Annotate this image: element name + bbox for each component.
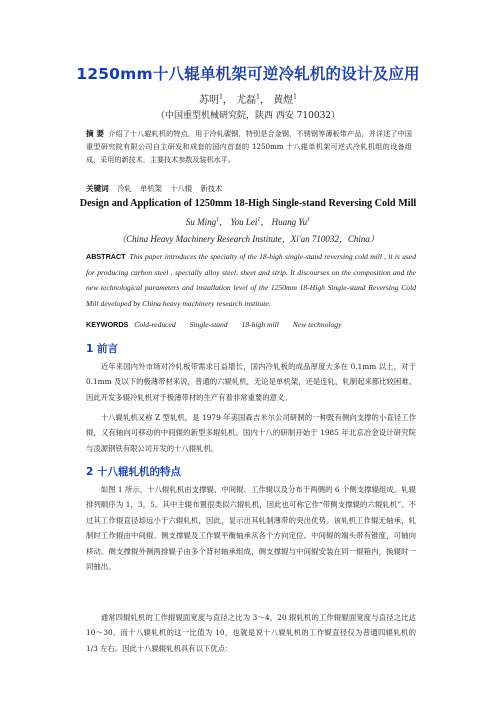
affiliation: （中国重型机械研究院，陕西 西安 710032） (155, 111, 341, 121)
author-name: Huang Yu (271, 217, 308, 227)
author-affiliation-mark: 1 (216, 217, 220, 223)
author-affiliation-mark: 1 (219, 93, 223, 101)
author-name: 黄煜 (273, 95, 294, 106)
author-name: You Lei (230, 217, 258, 227)
keyword: Cold-reduced (134, 320, 176, 329)
abstract-cn (86, 127, 412, 166)
keyword: 18-high mill (241, 320, 279, 329)
body-paragraph: 十八辊轧机又称 Z 型轧机，是 1979 年美国森吉米尔公司研制的一种既有侧向支撑的小直径工作辊，又有轴向可移动的中间辊的新型多辊轧机。国内十八的研制开始于 1985 年北京冶金设计研究院与凌源钢铁有限公司开发的十八辊轧机。 (86, 413, 416, 453)
abstract-en (86, 249, 416, 311)
keywords-cn-label: 关键词 (86, 184, 109, 193)
keywords-en-label: KEYWORDS (86, 320, 129, 329)
body-paragraph: 如图 1 所示，十八辊轧机由支撑辊、中间辊、工作辊以及分布于两侧的 6 个侧支撑辊组成。轧辊排列顺序为 1，3，5。其中主辊布置很类似六辊轧机，因此也可称它作“带侧支撑辊的六辊轧机”。不过其工作辊直径却远小于六辊轧机，因此，显示出其轧制薄带的突出优势。该轧机工作辊无轴承，轧制时工作辊由中间辊、侧支撑辊及工作辊平衡轴承从各个方向定位。中间辊的端头带有锥度，可轴向移动。侧支撑辊外侧两排辊子由多个背衬轴承组成，侧支撑辊与中间辊安装在同一辊箱内，换辊时一同抽出。 (86, 485, 416, 572)
english-title: Design and Application of 1250mm 18-High Single-stand Reversing Cold Mill (79, 198, 417, 209)
keywords-en (86, 320, 353, 329)
keyword: 单机架 (140, 184, 162, 193)
author-name: 苏明 (199, 95, 220, 106)
keyword: New technology (292, 320, 342, 329)
keyword: 冷轧 (117, 184, 132, 193)
author-name: Su Ming (185, 217, 217, 227)
keywords-cn (86, 183, 228, 194)
body-paragraph: 通常四辊轧机的工作辊辊面宽度与直径之比为 3～4，20 辊轧机的工作辊辊面宽度与直径之比达 10～30。而十八辊轧机的这一比值为 10，也就是说十八辊轧机的工作辊直径仅为普通四辊轧机的 1/3 左右。因此十八辊辊轧机具有以下优点： (86, 613, 416, 653)
section-heading: 2 十八辊轧机的特点 (86, 466, 181, 478)
keyword: 新技术 (200, 184, 223, 193)
author-list: 苏明$^1$， 尤磊$^1$， 黄煜$^1$ (199, 93, 297, 106)
author-affiliation-mark: 1 (257, 217, 261, 223)
abstract-en-text: This paper introduces the specialty of the 18-high single-stand reversing cold mill , it is used for producing carbon steel , specially alloy steel, sheet and strip. It discourses on the composition and the new technological parameters and installation level of the 1250mm 18-High Single-stand Reversing Cold Mill developed by China heavy machinery research institute. (86, 252, 416, 308)
keyword: 十八辊 (170, 184, 193, 193)
keyword: Single-stand (189, 320, 228, 329)
body-paragraph: 近年来国内外市场对冷轧板带需求日益增长，国内冷轧板的成品厚度大多在 0.1mm 以上，对于 0.1mm 及以下的极薄带材来说，普通的六辊轧机，无论是单机架，还是连轧，轧制起来都比较困难。因此开发多辊冷轧机对于极薄带材的生产有着非常重要的意义。 (86, 362, 416, 402)
section-heading: 1 前言 (86, 343, 118, 355)
author-affiliation-mark: 1 (307, 217, 311, 223)
english-author-list: Su Ming$^1$， You Lei$^1$， Huang Yu$^1$ (185, 217, 311, 227)
paper-title: 1250mm十八辊单机架可逆冷轧机的设计及应用 (76, 65, 420, 83)
abstract-cn-label: 摘 要 (86, 129, 105, 138)
author-affiliation-mark: 1 (293, 93, 297, 101)
abstract-cn-text: 介绍了十八辊轧机的特点，用于冷轧碳钢，特别是合金钢，不锈钢等薄板带产品，并详述了中国重型研究院有限公司自主研发和成套的国内首套的 1250mm 十八辊单机架可逆式冷轧机组的设备组成，采用的新技术，主要技术参数及装机水平。 (86, 129, 412, 164)
author-name: 尤磊 (236, 95, 257, 106)
author-affiliation-mark: 1 (256, 93, 260, 101)
english-affiliation: （China Heavy Machinery Research Institute，Xi'an 710032，China） (117, 234, 379, 244)
abstract-en-label: ABSTRACT (86, 252, 126, 261)
